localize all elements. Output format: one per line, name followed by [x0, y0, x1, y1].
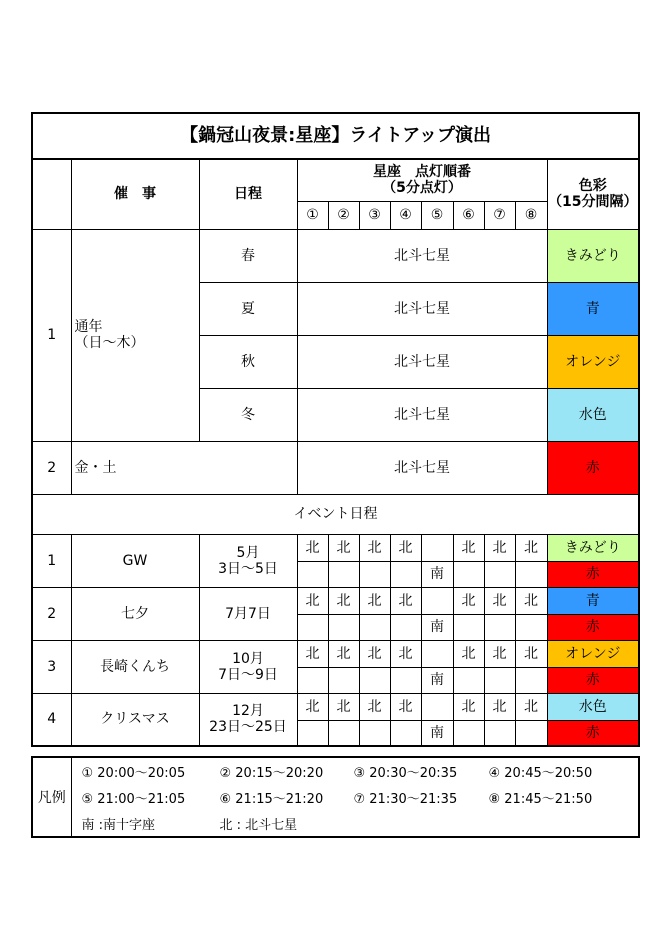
header-star-slot-6: ⑥	[453, 201, 484, 229]
regular-weekday-label	[71, 229, 199, 441]
event-date	[199, 693, 297, 746]
star-cell: 北	[390, 587, 421, 614]
header-blank-cell	[32, 159, 71, 229]
row-number: 2	[32, 441, 71, 494]
weekday-label-line1: 通年	[74, 319, 103, 335]
color-cell: 水色	[547, 388, 639, 441]
legend-time-item: ⑥ 21:15～21:20	[219, 791, 324, 807]
event-date-line1: 10月	[232, 650, 264, 667]
event-number: 3	[32, 640, 71, 693]
star-cell: 北	[359, 587, 390, 614]
season-cell: 冬	[199, 388, 297, 441]
star-cell	[328, 614, 359, 640]
star-cell	[359, 614, 390, 640]
star-cell: 北	[297, 534, 328, 561]
header-star-slot-2: ②	[328, 201, 359, 229]
color-cell: オレンジ	[547, 335, 639, 388]
season-cell: 春	[199, 229, 297, 282]
weekday-label-line2: （日～木）	[74, 335, 145, 351]
events-heading: イベント日程	[32, 494, 639, 534]
color-cell: 赤	[547, 441, 639, 494]
legend-time-item: ⑤ 21:00～21:05	[81, 791, 186, 807]
star-cell	[453, 561, 484, 587]
star-cell	[453, 667, 484, 693]
legend-time-item: ③ 20:30～20:35	[353, 765, 458, 781]
legend-row	[32, 757, 639, 837]
star-cell: 北	[328, 534, 359, 561]
event-name: クリスマス	[71, 693, 199, 746]
legend-body	[71, 757, 639, 837]
table-row	[32, 441, 639, 494]
table-row	[32, 587, 639, 614]
star-cell: 北	[297, 587, 328, 614]
star-cell	[390, 667, 421, 693]
star-cell	[297, 614, 328, 640]
event-date-line1: 12月	[232, 703, 264, 720]
legend-time-item: ① 20:00～20:05	[81, 765, 186, 781]
event-date-line2: 23日～25日	[209, 719, 287, 736]
regular-weekend-label: 金・土	[71, 441, 297, 494]
star-cell	[359, 667, 390, 693]
table-row	[32, 229, 639, 282]
event-date-line1: 7月7日	[225, 605, 271, 622]
star-cell	[390, 720, 421, 746]
legend-box	[31, 756, 640, 838]
star-cell: 北	[390, 693, 421, 720]
event-number: 1	[32, 534, 71, 587]
star-cell: 北	[359, 693, 390, 720]
star-cell: 北	[484, 640, 515, 667]
star-cell	[328, 720, 359, 746]
legend-time-item: ⑧ 21:45～21:50	[488, 791, 593, 807]
row-number: 1	[32, 229, 71, 441]
star-cell	[421, 693, 453, 720]
star-cell: 北	[515, 534, 547, 561]
legend-grid	[82, 758, 639, 836]
legend-time-item: ④ 20:45～20:50	[488, 765, 593, 781]
legend-time-item: ⑦ 21:30～21:35	[353, 791, 458, 807]
star-cell: 北	[515, 640, 547, 667]
header-row	[32, 159, 639, 201]
header-star-slot-8: ⑧	[515, 201, 547, 229]
color-cell: 青	[547, 587, 639, 614]
header-stars-title: 星座 点灯順番	[373, 164, 471, 181]
header-star-slot-3: ③	[359, 201, 390, 229]
star-cell	[515, 720, 547, 746]
star-cell: 北	[515, 587, 547, 614]
star-cell	[453, 720, 484, 746]
event-date-line2: 3日～5日	[218, 560, 278, 577]
star-cell: 北	[390, 640, 421, 667]
event-number: 4	[32, 693, 71, 746]
event-date	[199, 534, 297, 587]
header-schedule: 日程	[199, 159, 297, 229]
header-color-title: 色彩	[578, 178, 607, 195]
star-cell	[484, 561, 515, 587]
event-date-line2: 7日～9日	[218, 666, 278, 683]
star-cell	[390, 561, 421, 587]
star-cell	[484, 614, 515, 640]
star-cell	[484, 667, 515, 693]
star-cell: 北	[328, 587, 359, 614]
season-cell: 秋	[199, 335, 297, 388]
header-stars	[297, 159, 547, 201]
header-color-subtitle: （15分間隔）	[548, 194, 638, 211]
star-cell: 北	[390, 534, 421, 561]
star-cell	[359, 561, 390, 587]
star-cell	[297, 561, 328, 587]
star-cell: 南	[421, 720, 453, 746]
event-name: GW	[71, 534, 199, 587]
color-cell: 青	[547, 282, 639, 335]
header-stars-subtitle: （5分点灯）	[382, 180, 462, 197]
constellation-cell: 北斗七星	[297, 335, 547, 388]
star-cell	[390, 614, 421, 640]
table-row	[32, 693, 639, 720]
events-heading-row	[32, 494, 639, 534]
star-cell	[515, 667, 547, 693]
star-cell: 北	[515, 693, 547, 720]
star-cell: 北	[328, 693, 359, 720]
star-cell: 北	[484, 534, 515, 561]
star-cell	[328, 667, 359, 693]
event-name: 長崎くんち	[71, 640, 199, 693]
header-star-slot-7: ⑦	[484, 201, 515, 229]
star-cell	[297, 667, 328, 693]
event-date	[199, 640, 297, 693]
color-cell: 赤	[547, 667, 639, 693]
header-star-slot-1: ①	[297, 201, 328, 229]
lightup-schedule-table	[31, 112, 640, 747]
table-row	[32, 534, 639, 561]
constellation-cell: 北斗七星	[297, 441, 547, 494]
color-cell: 赤	[547, 561, 639, 587]
color-cell: オレンジ	[547, 640, 639, 667]
constellation-cell: 北斗七星	[297, 229, 547, 282]
star-cell	[359, 720, 390, 746]
page-title: 【鍋冠山夜景:星座】ライトアップ演出	[32, 113, 639, 159]
star-cell: 北	[484, 693, 515, 720]
star-cell: 南	[421, 667, 453, 693]
header-color	[547, 159, 639, 229]
event-date-line1: 5月	[236, 544, 260, 561]
star-cell: 南	[421, 614, 453, 640]
star-cell: 北	[453, 693, 484, 720]
star-cell: 北	[297, 693, 328, 720]
star-cell: 北	[359, 534, 390, 561]
star-cell: 北	[453, 587, 484, 614]
color-cell: 赤	[547, 720, 639, 746]
star-cell: 北	[453, 534, 484, 561]
season-cell: 夏	[199, 282, 297, 335]
constellation-cell: 北斗七星	[297, 282, 547, 335]
table-row	[32, 640, 639, 667]
event-number: 2	[32, 587, 71, 640]
star-cell	[484, 720, 515, 746]
color-cell: 水色	[547, 693, 639, 720]
star-cell	[421, 640, 453, 667]
header-star-slot-4: ④	[390, 201, 421, 229]
legend-time-item: ② 20:15～20:20	[219, 765, 324, 781]
color-cell: きみどり	[547, 534, 639, 561]
event-date	[199, 587, 297, 640]
legend-label: 凡例	[32, 757, 71, 837]
star-cell	[515, 614, 547, 640]
star-cell	[421, 534, 453, 561]
star-cell: 北	[359, 640, 390, 667]
legend-abbreviation: 北 : 北斗七星	[219, 817, 298, 833]
star-cell	[421, 587, 453, 614]
star-cell	[453, 614, 484, 640]
star-cell: 北	[453, 640, 484, 667]
star-cell	[515, 561, 547, 587]
star-cell	[328, 561, 359, 587]
header-event: 催 事	[71, 159, 199, 229]
color-cell: 赤	[547, 614, 639, 640]
constellation-cell: 北斗七星	[297, 388, 547, 441]
star-cell: 北	[328, 640, 359, 667]
legend-abbreviation: 南 :南十字座	[81, 817, 156, 833]
star-cell	[297, 720, 328, 746]
event-name: 七夕	[71, 587, 199, 640]
title-row	[32, 113, 639, 159]
star-cell: 北	[297, 640, 328, 667]
star-cell: 南	[421, 561, 453, 587]
star-cell: 北	[484, 587, 515, 614]
header-star-slot-5: ⑤	[421, 201, 453, 229]
color-cell: きみどり	[547, 229, 639, 282]
